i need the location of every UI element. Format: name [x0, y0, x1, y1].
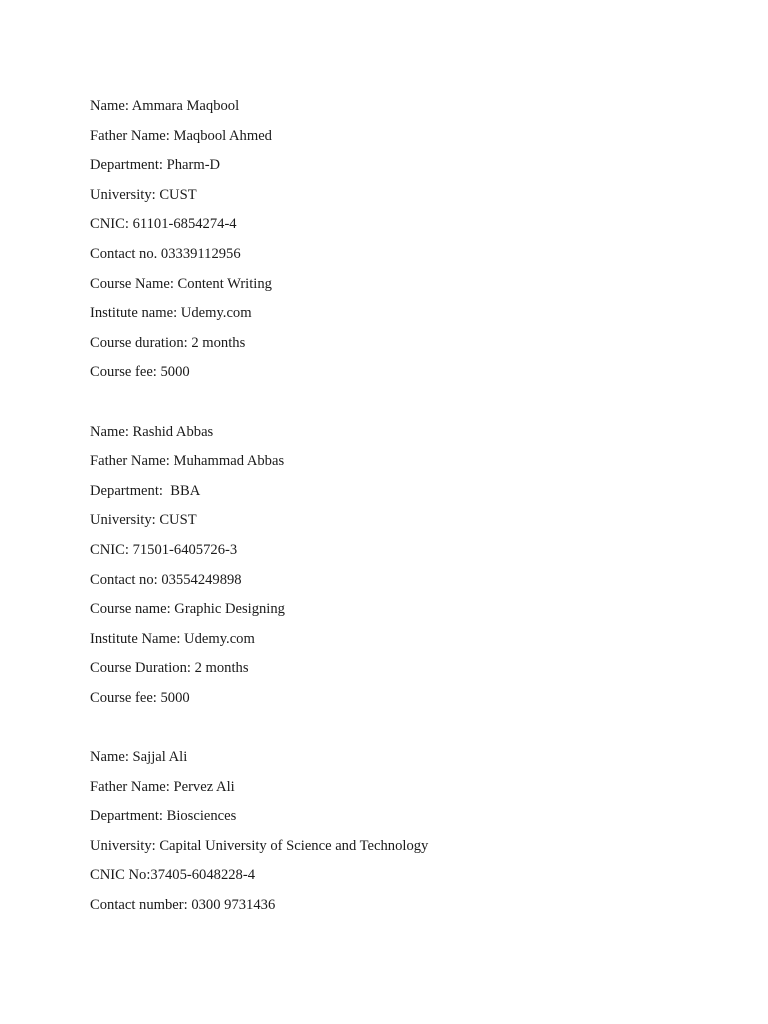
course-name-line: Course name: Graphic Designing	[90, 601, 285, 618]
cnic-line: CNIC: 61101-6854274-4	[90, 216, 237, 233]
department-line: Department: Pharm-D	[90, 157, 221, 174]
student-record-2	[90, 418, 730, 714]
institute-name-line: Institute Name: Udemy.com	[90, 630, 255, 647]
name-line: Name: Rashid Abbas	[90, 423, 214, 440]
name-line: Name: Ammara Maqbool	[90, 98, 240, 114]
university-line: University: CUST	[90, 186, 197, 203]
university-line: University: CUST	[90, 512, 197, 529]
department-line: Department: Biosciences	[90, 808, 237, 825]
contact-line: Contact no. 03339112956	[90, 245, 241, 262]
document-page	[90, 92, 730, 921]
contact-line: Contact no: 03554249898	[90, 571, 242, 588]
course-fee-line: Course fee: 5000	[90, 689, 190, 706]
department-line: Department: BBA	[90, 482, 201, 499]
father-name-line: Father Name: Pervez Ali	[90, 778, 235, 795]
student-record-3	[90, 743, 730, 921]
course-name-line: Course Name: Content Writing	[90, 275, 272, 292]
university-line: University: Capital University of Science and Technology	[90, 837, 429, 854]
father-name-line: Father Name: Maqbool Ahmed	[90, 127, 272, 144]
father-name-line: Father Name: Muhammad Abbas	[90, 453, 285, 470]
course-fee-line: Course fee: 5000	[90, 364, 190, 381]
institute-name-line: Institute name: Udemy.com	[90, 305, 252, 322]
course-duration-line: Course Duration: 2 months	[90, 660, 249, 677]
contact-line: Contact number: 0300 9731436	[90, 897, 276, 914]
student-record-1	[90, 92, 730, 388]
cnic-line: CNIC No:37405-6048228-4	[90, 867, 255, 884]
name-line: Name: Sajjal Ali	[90, 749, 188, 766]
course-duration-line: Course duration: 2 months	[90, 334, 246, 351]
cnic-line: CNIC: 71501-6405726-3	[90, 541, 238, 558]
